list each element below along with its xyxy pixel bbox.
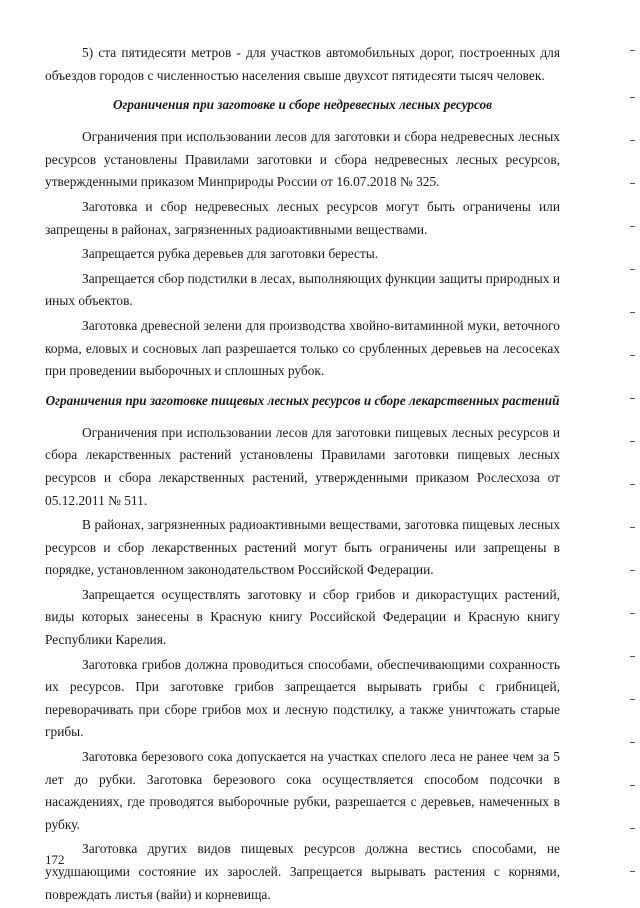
scan-edge-mark — [630, 656, 635, 657]
scan-edge-mark — [630, 613, 635, 614]
paragraph: Заготовка других видов пищевых ресурсов должна вестись способами, не ухудшающими состояние их зарослей. Запрещается вырывать растения с корнями, повреждать листья (вайи) и корневища. — [45, 841, 560, 902]
page-number: 172 — [45, 852, 65, 867]
scan-edge-mark — [630, 312, 635, 313]
paragraph: Ограничения при использовании лесов для заготовки и сбора недревесных лесных ресурсов установлены Правилами заготовки и сбора недревесных лесных ресурсов, утвержденными приказом Минприроды России от 16.07.2018 № 325. — [45, 129, 560, 190]
scan-edge-mark — [630, 871, 635, 872]
scan-edge-mark — [630, 398, 635, 399]
page-content — [45, 42, 560, 908]
paragraph: Ограничения при использовании лесов для заготовки пищевых лесных ресурсов и сбора лекарственных растений установлены Правилами заготовки пищевых лесных ресурсов и сбора лекарственных растений, утвержденными приказом Рослесхоза от 05.12.2011 № 511. — [45, 424, 560, 508]
scan-edge-mark — [630, 828, 635, 829]
scan-edge-mark — [630, 355, 635, 356]
scan-edge-mark — [630, 183, 635, 184]
scan-edge-mark — [630, 785, 635, 786]
paragraph: Заготовка древесной зелени для производства хвойно-витаминной муки, веточного корма, еловых и сосновых лап разрешается только со срубленных деревьев на лесосеках при проведении выборочных и сплошных рубок. — [45, 317, 560, 379]
scan-edge-mark — [630, 269, 635, 270]
scan-edge-mark — [630, 527, 635, 528]
paragraph: Заготовка березового сока допускается на участках спелого леса не ранее чем за 5 лет до рубки. Заготовка березового сока осуществляется способом подсочки в насаждениях, где проводятся выборочные рубки, разрешается с деревьев, намеченных в рубку. — [45, 749, 560, 832]
scan-edge-mark — [630, 699, 635, 700]
paragraph: Запрещается рубка деревьев для заготовки бересты. — [82, 246, 379, 262]
scan-edge-mark — [630, 441, 635, 442]
scan-edge-mark — [630, 97, 635, 98]
section-heading-food-resources: Ограничения при заготовке пищевых лесных ресурсов и сборе лекарственных растений — [45, 392, 560, 408]
scan-edge-mark — [630, 570, 635, 571]
scan-edge-mark — [630, 484, 635, 485]
paragraph: Заготовка и сбор недревесных лесных ресурсов могут быть ограничены или запрещены в районах, загрязненных радиоактивными веществами. — [45, 198, 560, 237]
paragraph-intro: 5) ста пятидесяти метров - для участков автомобильных дорог, построенных для объездов городов с численностью населения свыше двухсот пятидесяти тысяч человек. — [45, 45, 560, 83]
paragraph: В районах, загрязненных радиоактивными веществами, заготовка пищевых лесных ресурсов и сбор лекарственных растений могут быть ограничены или запрещены в порядке, установленном законодательством Российской Федерации. — [45, 517, 560, 578]
section-heading-non-timber: Ограничения при заготовке и сборе недревесных лесных ресурсов — [112, 97, 493, 113]
paragraph: Запрещается осуществлять заготовку и сбор грибов и дикорастущих растений, виды которых занесены в Красную книгу Российской Федерации и Красную книгу Республики Карелия. — [45, 586, 560, 648]
paragraph: Запрещается сбор подстилки в лесах, выполняющих функции защиты природных и иных объектов. — [45, 270, 560, 309]
scan-edge-mark — [630, 742, 635, 743]
paragraph: Заготовка грибов должна проводиться способами, обеспечивающими сохранность их ресурсов. При заготовке грибов запрещается вырывать грибы с грибницей, переворачивать при сборе грибов мох и лесную подстилку, а также уничтожать старые грибы. — [45, 656, 560, 740]
scan-edge-mark — [630, 226, 635, 227]
scan-edge-mark — [630, 140, 635, 141]
scan-edge-mark — [630, 50, 635, 51]
